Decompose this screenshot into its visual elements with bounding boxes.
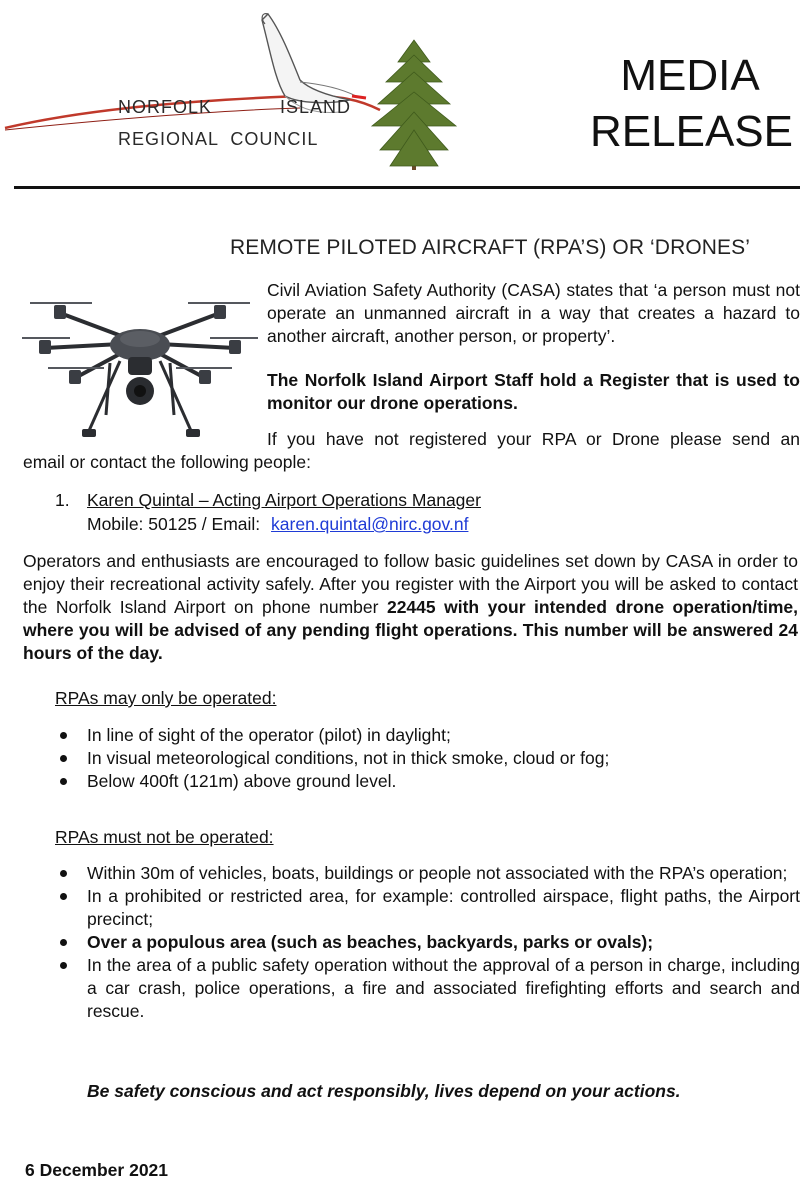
list-item-text: In line of sight of the operator (pilot) in daylight; — [87, 725, 451, 745]
bullet-icon — [60, 939, 67, 946]
must-not-operate-heading: RPAs must not be operated: — [55, 827, 274, 847]
guidelines-phone-note: 22445 with your intended drone operation/time, where you will be advised of any pending flight operations. This number will be answered 24 hours of the day. — [23, 597, 798, 663]
list-item-text: In the area of a public safety operation without the approval of a person in charge, including a car crash, police operations, a fire and associated firefighting efforts and search and rescue. — [87, 955, 800, 1021]
may-operate-list — [55, 724, 800, 793]
bullet-icon — [60, 732, 67, 739]
casa-statement: Civil Aviation Safety Authority (CASA) states that ‘a person must not operate an unmanned aircraft in a way that creates a hazard to another aircraft, another person, or property’. — [267, 280, 800, 346]
register-request-line1: If you have not registered your RPA or Drone please send an — [267, 429, 800, 449]
contact-mobile: Mobile: 50125 / Email: — [87, 514, 261, 534]
list-item — [55, 885, 800, 931]
list-item-text: Over a populous area (such as beaches, backyards, parks or ovals); — [87, 932, 654, 952]
list-item-text: Within 30m of vehicles, boats, buildings or people not associated with the RPA’s operation; — [87, 863, 788, 883]
list-item — [55, 931, 800, 954]
list-item — [55, 954, 800, 1023]
register-statement: The Norfolk Island Airport Staff hold a Register that is used to monitor our drone operations. — [267, 370, 800, 413]
header-divider — [14, 186, 800, 189]
org-name-line2: REGIONAL COUNCIL — [118, 129, 319, 149]
council-logo — [0, 0, 490, 180]
release-date: 6 December 2021 — [25, 1160, 169, 1180]
header — [0, 0, 800, 190]
guidelines-paragraph — [23, 550, 798, 665]
must-not-operate-list — [55, 862, 800, 1023]
org-name-line1 — [118, 97, 352, 118]
bullet-icon — [60, 893, 67, 900]
org-name-norfolk: NORFOLK — [118, 97, 213, 117]
media-release-line1: MEDIA — [620, 51, 760, 100]
list-item-text: In visual meteorological conditions, not in thick smoke, cloud or fog; — [87, 748, 610, 768]
register-request-line2: email or contact the following people: — [23, 452, 311, 472]
guidelines-text: Operators and enthusiasts are encouraged to follow basic guidelines set down by CASA in order to enjoy their recreational activity safely. After you register with the Airport you will be asked to contact the Norfolk Island Airport on phone number — [23, 551, 798, 617]
pine-tree-icon — [372, 40, 456, 170]
contact-details — [87, 513, 468, 536]
list-item — [55, 862, 800, 885]
contact-email-link[interactable]: karen.quintal@nirc.gov.nf — [271, 514, 469, 534]
contact-number: 1. — [55, 490, 70, 510]
bullet-icon — [60, 755, 67, 762]
media-release-title — [590, 48, 793, 160]
contact-name: Karen Quintal – Acting Airport Operations Manager — [87, 490, 481, 510]
bullet-icon — [60, 870, 67, 877]
list-item-text: Below 400ft (121m) above ground level. — [87, 771, 397, 791]
article-heading: REMOTE PILOTED AIRCRAFT (RPA’S) OR ‘DRONES’ — [230, 236, 751, 259]
bullet-icon — [60, 962, 67, 969]
list-item — [55, 724, 800, 747]
contact-item — [55, 489, 481, 512]
closing-statement: Be safety conscious and act responsibly, lives depend on your actions. — [87, 1081, 681, 1101]
bullet-icon — [60, 778, 67, 785]
media-release-line2: RELEASE — [590, 107, 793, 156]
list-item — [55, 770, 800, 793]
org-name-island: ISLAND — [280, 97, 352, 117]
list-item — [55, 747, 800, 770]
may-operate-heading: RPAs may only be operated: — [55, 688, 277, 708]
list-item-text: In a prohibited or restricted area, for example: controlled airspace, flight paths, the Airport precinct; — [87, 886, 800, 929]
drone-image — [20, 283, 260, 453]
